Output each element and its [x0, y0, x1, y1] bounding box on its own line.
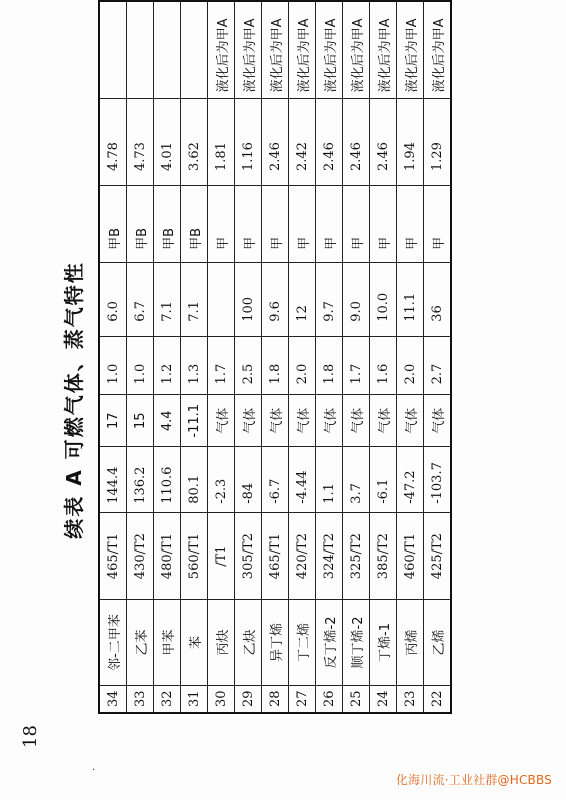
cell-upper-limit: 10.0	[370, 262, 397, 336]
cell-remark: 液化后为甲A	[316, 1, 343, 99]
cell-upper-limit: 9.6	[262, 262, 289, 336]
cell-lower-limit: 1.8	[316, 336, 343, 395]
cell-number: 32	[154, 685, 181, 713]
table-body	[99, 1, 451, 713]
cell-number: 22	[424, 685, 452, 713]
cell-remark: 液化后为甲A	[424, 1, 452, 99]
cell-ignition: 324/T2	[316, 512, 343, 600]
table-row	[181, 1, 208, 713]
cell-name: 顺丁烯-2	[343, 600, 370, 685]
cell-boiling-point: -103.7	[424, 447, 452, 513]
cell-ignition: 560/T1	[181, 512, 208, 600]
cell-hazard-class: 甲	[289, 186, 316, 263]
cell-number: 34	[99, 685, 127, 713]
cell-remark: 液化后为甲A	[208, 1, 235, 99]
cell-boiling-point: -4.44	[289, 447, 316, 513]
cell-name: 乙烯	[424, 600, 452, 685]
cell-remark	[154, 1, 181, 99]
cell-upper-limit: 100	[235, 262, 262, 336]
cell-ignition: 430/T2	[127, 512, 154, 600]
cell-upper-limit: 9.7	[316, 262, 343, 336]
cell-upper-limit: 7.1	[154, 262, 181, 336]
cell-upper-limit: 12	[289, 262, 316, 336]
cell-lower-limit: 2.7	[424, 336, 452, 395]
table-row	[99, 1, 127, 713]
cell-ignition: 385/T2	[370, 512, 397, 600]
cell-name: 乙炔	[235, 600, 262, 685]
cell-state-or-flash: 气体	[370, 395, 397, 447]
cell-state-or-flash: 气体	[397, 395, 424, 447]
cell-state-or-flash: -11.1	[181, 395, 208, 447]
cell-lower-limit: 1.7	[208, 336, 235, 395]
cell-ignition: 480/T1	[154, 512, 181, 600]
table-row	[397, 1, 424, 713]
cell-remark: 液化后为甲A	[397, 1, 424, 99]
cell-name: 甲苯	[154, 600, 181, 685]
cell-state-or-flash: 气体	[208, 395, 235, 447]
cell-hazard-class: 甲	[235, 186, 262, 263]
cell-number: 28	[262, 685, 289, 713]
cell-upper-limit	[208, 262, 235, 336]
cell-state-or-flash: 4.4	[154, 395, 181, 447]
cell-hazard-class: 甲	[343, 186, 370, 263]
cell-relative-density: 2.46	[316, 99, 343, 186]
table-row	[154, 1, 181, 713]
cell-hazard-class: 甲B	[154, 186, 181, 263]
cell-relative-density: 1.29	[424, 99, 452, 186]
cell-remark: 液化后为甲A	[289, 1, 316, 99]
cell-number: 27	[289, 685, 316, 713]
cell-number: 25	[343, 685, 370, 713]
cell-relative-density: 3.62	[181, 99, 208, 186]
cell-lower-limit: 2.0	[397, 336, 424, 395]
table-row	[262, 1, 289, 713]
cell-hazard-class: 甲B	[181, 186, 208, 263]
cell-upper-limit: 7.1	[181, 262, 208, 336]
cell-boiling-point: 80.1	[181, 447, 208, 513]
cell-ignition: 305/T2	[235, 512, 262, 600]
cell-boiling-point: -47.2	[397, 447, 424, 513]
cell-state-or-flash: 15	[127, 395, 154, 447]
cell-relative-density: 4.01	[154, 99, 181, 186]
cell-boiling-point: 1.1	[316, 447, 343, 513]
cell-hazard-class: 甲	[208, 186, 235, 263]
cell-remark: 液化后为甲A	[370, 1, 397, 99]
cell-lower-limit: 1.3	[181, 336, 208, 395]
cell-name: 反丁烯-2	[316, 600, 343, 685]
cell-name: 丙炔	[208, 600, 235, 685]
cell-number: 23	[397, 685, 424, 713]
cell-hazard-class: 甲	[424, 186, 452, 263]
cell-hazard-class: 甲	[370, 186, 397, 263]
cell-ignition: /T1	[208, 512, 235, 600]
table-row	[127, 1, 154, 713]
cell-hazard-class: 甲	[397, 186, 424, 263]
cell-boiling-point: 136.2	[127, 447, 154, 513]
cell-ignition: 465/T1	[262, 512, 289, 600]
cell-number: 33	[127, 685, 154, 713]
cell-lower-limit: 1.0	[127, 336, 154, 395]
cell-upper-limit: 6.7	[127, 262, 154, 336]
table-row	[208, 1, 235, 713]
cell-lower-limit: 1.6	[370, 336, 397, 395]
page-number: 18	[20, 725, 41, 748]
cell-remark: 液化后为甲A	[262, 1, 289, 99]
cell-upper-limit: 6.0	[99, 262, 127, 336]
cell-relative-density: 2.46	[343, 99, 370, 186]
cell-name: 邻-二甲苯	[99, 600, 127, 685]
table-row	[235, 1, 262, 713]
cell-remark: 液化后为甲A	[235, 1, 262, 99]
cell-lower-limit: 1.7	[343, 336, 370, 395]
cell-upper-limit: 36	[424, 262, 452, 336]
cell-boiling-point: 110.6	[154, 447, 181, 513]
cell-hazard-class: 甲	[316, 186, 343, 263]
table-row	[343, 1, 370, 713]
cell-relative-density: 4.73	[127, 99, 154, 186]
flammable-gas-table	[98, 0, 452, 714]
cell-name: 丁二烯	[289, 600, 316, 685]
cell-name: 乙苯	[127, 600, 154, 685]
cell-ignition: 420/T2	[289, 512, 316, 600]
table-row	[289, 1, 316, 713]
cell-ignition: 425/T2	[424, 512, 452, 600]
cell-lower-limit: 1.0	[99, 336, 127, 395]
cell-relative-density: 1.16	[235, 99, 262, 186]
cell-relative-density: 1.94	[397, 99, 424, 186]
corner-mark: ·	[92, 765, 96, 776]
cell-relative-density: 2.46	[262, 99, 289, 186]
cell-hazard-class: 甲B	[127, 186, 154, 263]
cell-remark	[127, 1, 154, 99]
cell-upper-limit: 9.0	[343, 262, 370, 336]
cell-ignition: 460/T1	[397, 512, 424, 600]
cell-relative-density: 4.78	[99, 99, 127, 186]
cell-hazard-class: 甲B	[99, 186, 127, 263]
table-row	[424, 1, 452, 713]
cell-boiling-point: -84	[235, 447, 262, 513]
cell-state-or-flash: 气体	[343, 395, 370, 447]
cell-number: 29	[235, 685, 262, 713]
cell-number: 24	[370, 685, 397, 713]
cell-name: 苯	[181, 600, 208, 685]
cell-lower-limit: 1.8	[262, 336, 289, 395]
cell-relative-density: 2.46	[370, 99, 397, 186]
cell-ignition: 465/T1	[99, 512, 127, 600]
table-row	[370, 1, 397, 713]
cell-lower-limit: 2.0	[289, 336, 316, 395]
cell-state-or-flash: 气体	[289, 395, 316, 447]
cell-name: 丙烯	[397, 600, 424, 685]
table-title: 续表 A 可燃气体、蒸气特性	[62, 261, 86, 539]
cell-number: 30	[208, 685, 235, 713]
table-row	[316, 1, 343, 713]
cell-boiling-point: 144.4	[99, 447, 127, 513]
cell-number: 26	[316, 685, 343, 713]
cell-remark: 液化后为甲A	[343, 1, 370, 99]
cell-relative-density: 2.42	[289, 99, 316, 186]
cell-name: 丁烯-1	[370, 600, 397, 685]
cell-state-or-flash: 气体	[424, 395, 452, 447]
cell-ignition: 325/T2	[343, 512, 370, 600]
cell-state-or-flash: 气体	[262, 395, 289, 447]
cell-lower-limit: 2.5	[235, 336, 262, 395]
cell-lower-limit: 1.2	[154, 336, 181, 395]
cell-number: 31	[181, 685, 208, 713]
cell-state-or-flash: 17	[99, 395, 127, 447]
cell-state-or-flash: 气体	[235, 395, 262, 447]
cell-boiling-point: 3.7	[343, 447, 370, 513]
cell-state-or-flash: 气体	[316, 395, 343, 447]
cell-remark	[99, 1, 127, 99]
cell-remark	[181, 1, 208, 99]
cell-hazard-class: 甲	[262, 186, 289, 263]
cell-upper-limit: 11.1	[397, 262, 424, 336]
cell-boiling-point: -6.1	[370, 447, 397, 513]
cell-relative-density: 1.81	[208, 99, 235, 186]
cell-name: 异丁烯	[262, 600, 289, 685]
cell-boiling-point: -2.3	[208, 447, 235, 513]
cell-boiling-point: -6.7	[262, 447, 289, 513]
watermark-text: 化海川流·工业社群@HCBBS	[395, 773, 552, 787]
